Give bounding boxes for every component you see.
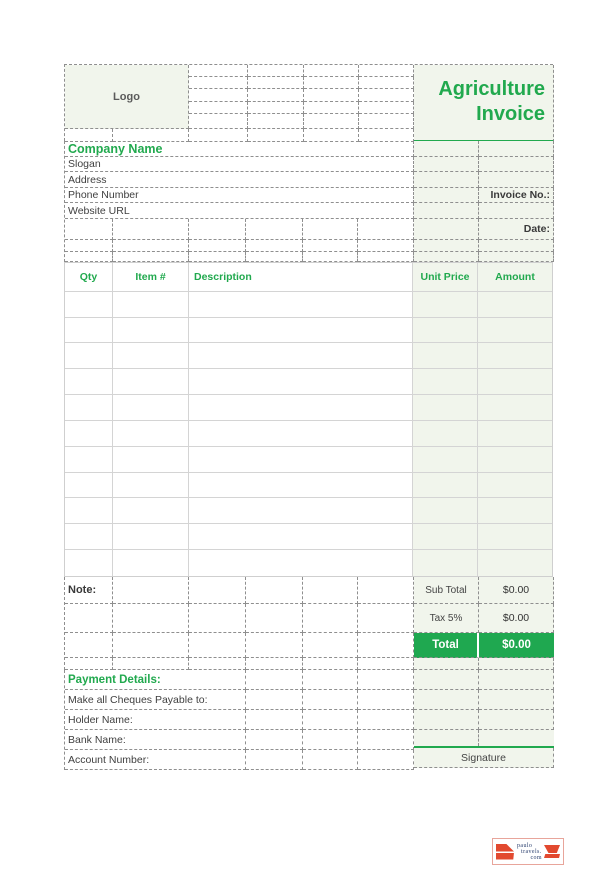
grid-cell (303, 219, 358, 240)
grid-cell (113, 252, 189, 262)
item-number-cell[interactable] (113, 343, 189, 369)
item-row (65, 369, 552, 395)
holder-name-label: Holder Name: (65, 710, 246, 730)
payment-details-block (65, 670, 414, 770)
note-cell[interactable] (246, 577, 303, 604)
note-cell[interactable] (246, 633, 303, 658)
item-row (65, 292, 552, 318)
bank-name-value-cell[interactable] (358, 730, 414, 750)
grid-cell (304, 114, 359, 129)
note-cell[interactable] (113, 633, 189, 658)
qty-cell[interactable] (65, 395, 113, 421)
qty-cell[interactable] (65, 421, 113, 447)
grid-cell (479, 252, 554, 262)
tax-label: Tax 5% (414, 604, 479, 633)
grid-cell (304, 102, 359, 114)
grid-cell (246, 658, 303, 670)
grid-cell (304, 65, 359, 77)
grid-cell (303, 670, 358, 690)
note-cell[interactable] (358, 604, 414, 633)
bank-name-value-cell[interactable] (246, 730, 303, 750)
grid-cell (414, 670, 479, 690)
grid-cell (113, 240, 189, 252)
item-row (65, 395, 552, 421)
grid-cell (248, 102, 304, 114)
item-number-cell[interactable] (113, 550, 189, 576)
company-name-field[interactable]: Company Name (65, 141, 414, 157)
grid-cell (189, 240, 246, 252)
unit-price-cell[interactable] (413, 421, 478, 447)
note-cell[interactable] (65, 604, 113, 633)
item-row (65, 421, 552, 447)
grid-cell (479, 710, 554, 730)
grid-cell (414, 203, 479, 219)
grid-cell (246, 670, 303, 690)
item-row (65, 524, 552, 550)
account-number-value-cell[interactable] (358, 750, 414, 770)
description-cell[interactable] (189, 318, 413, 344)
grid-cell (359, 77, 414, 89)
description-cell[interactable] (189, 395, 413, 421)
total-label: Total (414, 633, 479, 658)
item-number-cell[interactable] (113, 421, 189, 447)
header-section (64, 64, 553, 141)
watermark-line-1: paulo (517, 842, 533, 849)
company-info-section (64, 141, 553, 262)
watermark-right-flag-icon (544, 845, 560, 858)
note-cell[interactable] (189, 633, 246, 658)
signature-area[interactable] (479, 730, 554, 746)
grid-cell (358, 252, 414, 262)
grid-cell (246, 219, 303, 240)
qty-cell[interactable] (65, 524, 113, 550)
subtotal-value: $0.00 (479, 577, 554, 604)
invoice-sheet (64, 64, 553, 772)
unit-price-cell[interactable] (413, 292, 478, 318)
grid-cell (189, 102, 248, 114)
signature-area[interactable] (414, 730, 479, 746)
grid-cell (479, 658, 554, 670)
item-row (65, 343, 552, 369)
grid-cell (303, 252, 358, 262)
grid-cell (65, 219, 113, 240)
item-row (65, 447, 552, 473)
grid-cell (65, 252, 113, 262)
grid-cell (414, 240, 479, 252)
unit-price-cell[interactable] (413, 473, 478, 499)
amount-cell[interactable] (478, 550, 552, 576)
grid-cell (414, 252, 479, 262)
bank-name-label: Bank Name: (65, 730, 246, 750)
unit-price-cell[interactable] (413, 318, 478, 344)
grid-cell (479, 141, 554, 157)
note-cell[interactable] (303, 577, 358, 604)
grid-cell (113, 219, 189, 240)
item-row (65, 473, 552, 499)
payment-section (64, 670, 553, 770)
grid-cell (358, 658, 414, 670)
company-info-block (65, 141, 414, 262)
note-cell[interactable] (189, 604, 246, 633)
qty-cell[interactable] (65, 318, 113, 344)
item-number-cell[interactable] (113, 473, 189, 499)
amount-cell[interactable] (478, 524, 552, 550)
note-cell[interactable] (65, 633, 113, 658)
invoice-meta-block (414, 141, 554, 262)
bank-name-value-cell[interactable] (303, 730, 358, 750)
watermark-line-3: com (530, 854, 542, 861)
unit-price-cell[interactable] (413, 343, 478, 369)
holder-name-value-cell[interactable] (246, 710, 303, 730)
grid-cell (414, 690, 479, 710)
unit-price-cell[interactable] (413, 395, 478, 421)
grid-cell (358, 219, 414, 240)
description-cell[interactable] (189, 292, 413, 318)
grid-cell (358, 240, 414, 252)
qty-cell[interactable] (65, 292, 113, 318)
grid-cell (414, 710, 479, 730)
grid-cell (189, 89, 248, 102)
description-column-header: Description (189, 263, 413, 292)
logo-text: Logo (113, 90, 140, 103)
grid-cell (248, 114, 304, 129)
item-number-cell[interactable] (113, 395, 189, 421)
qty-cell[interactable] (65, 550, 113, 576)
note-totals-section (64, 577, 553, 670)
grid-cell (65, 240, 113, 252)
watermark-left-flag-icon (496, 844, 514, 860)
item-number-cell[interactable] (113, 292, 189, 318)
amount-cell[interactable] (478, 343, 552, 369)
grid-cell (246, 240, 303, 252)
grid-cell (414, 172, 479, 188)
payable-to-value-cell[interactable] (303, 690, 358, 710)
invoice-number-value-cell[interactable] (414, 188, 479, 203)
title-line-1: Agriculture (438, 78, 545, 100)
company-slogan-field[interactable]: Slogan (65, 157, 414, 172)
note-cell[interactable] (113, 577, 189, 604)
description-cell[interactable] (189, 473, 413, 499)
grid-cell (189, 65, 248, 77)
grid-cell (479, 670, 554, 690)
grid-cell (479, 203, 554, 219)
amount-cell[interactable] (478, 318, 552, 344)
grid-cell (359, 65, 414, 77)
payable-to-label: Make all Cheques Payable to: (65, 690, 246, 710)
item-number-cell[interactable] (113, 498, 189, 524)
account-number-value-cell[interactable] (246, 750, 303, 770)
grid-cell (303, 658, 358, 670)
amount-cell[interactable] (478, 498, 552, 524)
grid-cell (189, 219, 246, 240)
note-cell[interactable] (358, 633, 414, 658)
note-cell[interactable] (303, 633, 358, 658)
unit-price-cell[interactable] (413, 498, 478, 524)
item-number-cell[interactable] (113, 524, 189, 550)
note-label: Note: (65, 577, 113, 604)
grid-cell (303, 240, 358, 252)
description-cell[interactable] (189, 498, 413, 524)
qty-cell[interactable] (65, 498, 113, 524)
description-cell[interactable] (189, 343, 413, 369)
grid-cell (248, 89, 304, 102)
unit-price-cell[interactable] (413, 369, 478, 395)
description-cell[interactable] (189, 447, 413, 473)
amount-cell[interactable] (478, 369, 552, 395)
item-row (65, 318, 552, 344)
grid-cell (65, 658, 113, 670)
amount-cell[interactable] (478, 395, 552, 421)
unit-price-cell[interactable] (413, 524, 478, 550)
unit-price-column-header: Unit Price (413, 263, 478, 292)
holder-name-value-cell[interactable] (358, 710, 414, 730)
grid-cell (248, 77, 304, 89)
grid-cell (479, 690, 554, 710)
signature-block (414, 670, 554, 768)
company-phone-field[interactable]: Phone Number (65, 188, 414, 203)
amount-column-header: Amount (478, 263, 552, 292)
subtotal-label: Sub Total (414, 577, 479, 604)
description-cell[interactable] (189, 550, 413, 576)
grid-cell (479, 157, 554, 172)
amount-cell[interactable] (478, 473, 552, 499)
qty-column-header: Qty (65, 263, 113, 292)
qty-cell[interactable] (65, 343, 113, 369)
qty-cell[interactable] (65, 369, 113, 395)
logo-placeholder[interactable] (65, 65, 189, 129)
brand-watermark (492, 838, 564, 865)
grid-cell (113, 658, 189, 670)
unit-price-cell[interactable] (413, 550, 478, 576)
item-number-cell[interactable] (113, 318, 189, 344)
items-table (64, 262, 553, 577)
grid-cell (189, 658, 246, 670)
title-line-2: Invoice (476, 103, 545, 125)
company-website-field[interactable]: Website URL (65, 203, 414, 219)
signature-label: Signature (414, 748, 554, 768)
grid-cell (189, 252, 246, 262)
item-row (65, 550, 552, 576)
invoice-number-label: Invoice No.: (479, 188, 554, 203)
watermark-line-2: travels. (521, 848, 542, 855)
payment-details-heading: Payment Details: (65, 670, 246, 690)
note-cell[interactable] (358, 577, 414, 604)
totals-block (414, 577, 554, 670)
grid-cell (189, 77, 248, 89)
note-cell[interactable] (303, 604, 358, 633)
amount-cell[interactable] (478, 447, 552, 473)
note-cell[interactable] (189, 577, 246, 604)
item-number-column-header: Item # (113, 263, 189, 292)
grid-cell (359, 114, 414, 129)
grid-cell (414, 658, 479, 670)
payable-to-value-cell[interactable] (246, 690, 303, 710)
items-table-header-row (65, 263, 552, 292)
description-cell[interactable] (189, 421, 413, 447)
total-value: $0.00 (479, 633, 554, 658)
grid-cell (304, 89, 359, 102)
item-number-cell[interactable] (113, 447, 189, 473)
item-row (65, 498, 552, 524)
grid-cell (248, 65, 304, 77)
tax-value: $0.00 (479, 604, 554, 633)
holder-name-value-cell[interactable] (303, 710, 358, 730)
grid-cell (358, 670, 414, 690)
grid-cell (479, 172, 554, 188)
company-address-field[interactable]: Address (65, 172, 414, 188)
grid-cell (414, 141, 479, 157)
qty-cell[interactable] (65, 447, 113, 473)
grid-cell (304, 77, 359, 89)
watermark-text (514, 843, 543, 861)
account-number-value-cell[interactable] (303, 750, 358, 770)
note-cell[interactable] (246, 604, 303, 633)
payable-to-value-cell[interactable] (358, 690, 414, 710)
qty-cell[interactable] (65, 473, 113, 499)
amount-cell[interactable] (478, 292, 552, 318)
date-value-cell[interactable] (414, 219, 479, 240)
grid-cell (479, 240, 554, 252)
description-cell[interactable] (189, 369, 413, 395)
header-grid (189, 65, 414, 142)
grid-cell (359, 102, 414, 114)
grid-cell (246, 252, 303, 262)
amount-cell[interactable] (478, 421, 552, 447)
note-block (65, 577, 414, 670)
item-number-cell[interactable] (113, 369, 189, 395)
grid-cell (189, 114, 248, 129)
description-cell[interactable] (189, 524, 413, 550)
grid-cell (359, 89, 414, 102)
note-cell[interactable] (113, 604, 189, 633)
account-number-label: Account Number: (65, 750, 246, 770)
date-label: Date: (479, 219, 554, 240)
invoice-title (414, 65, 554, 142)
unit-price-cell[interactable] (413, 447, 478, 473)
grid-cell (414, 157, 479, 172)
